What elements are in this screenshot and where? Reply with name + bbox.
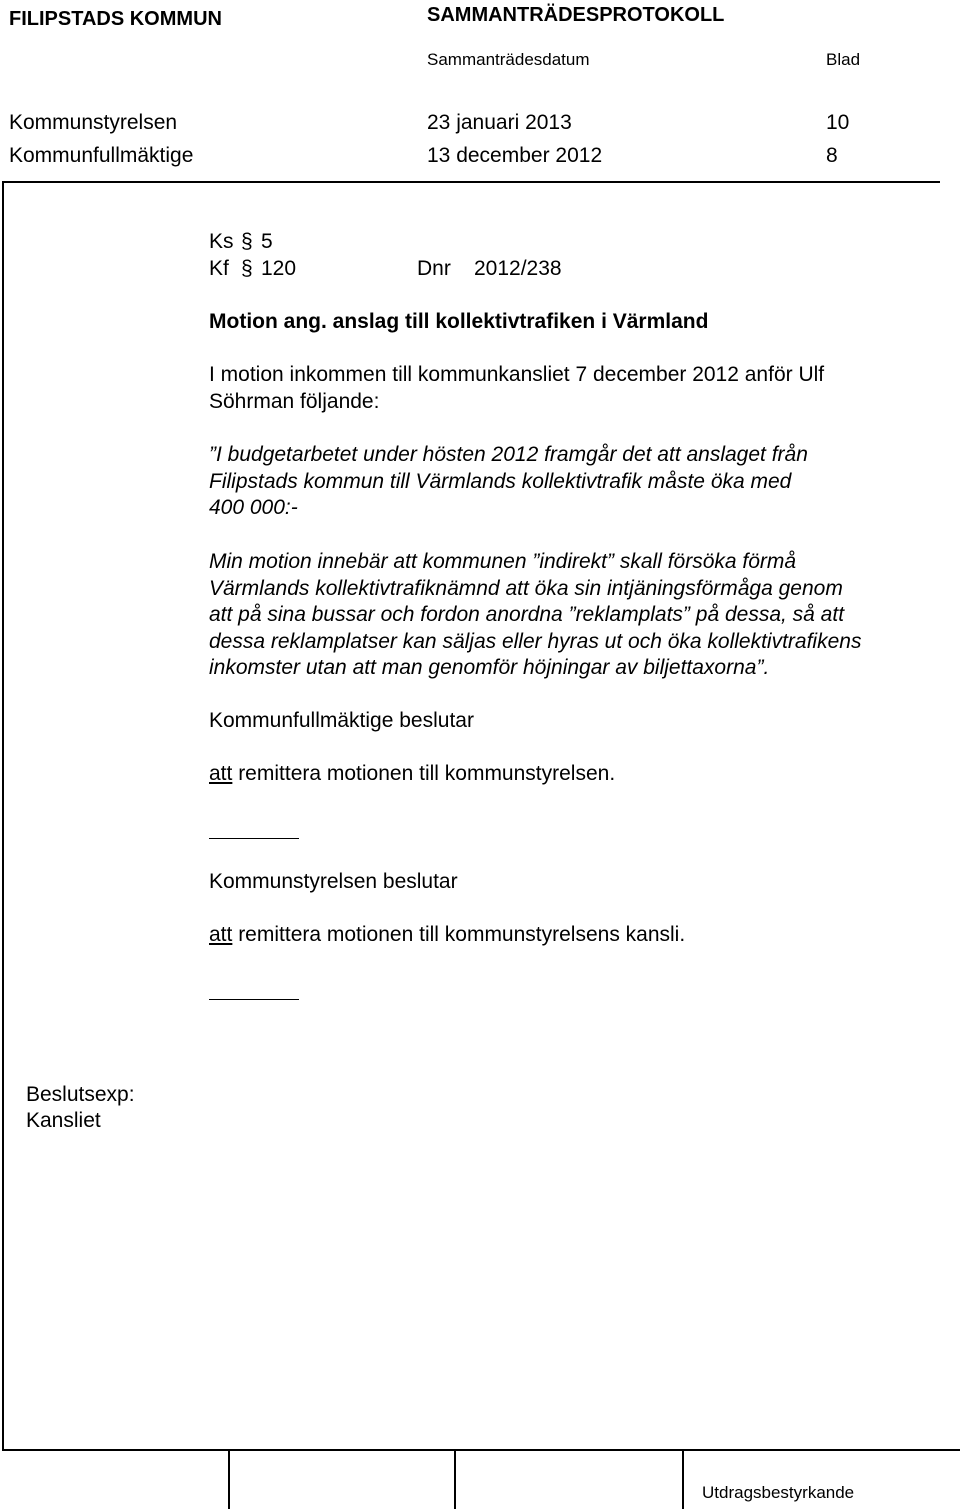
att-keyword: att <box>209 762 233 785</box>
section-title: Motion ang. anslag till kollektivtrafiken i Värmland <box>209 310 709 333</box>
kf-decision-heading: Kommunfullmäktige beslutar <box>209 709 474 732</box>
meeting-date-label: Sammanträdesdatum <box>427 50 590 69</box>
separator-line <box>209 999 299 1000</box>
att-keyword: att <box>209 923 233 946</box>
paragraph-line: Min motion innebär att kommunen ”indirekt” skall försöka förmå <box>209 550 797 573</box>
body-name: Kommunfullmäktige <box>9 144 194 167</box>
quote-paragraph-2 <box>209 549 861 682</box>
intro-paragraph <box>209 362 824 415</box>
signature-box-divider <box>228 1451 230 1509</box>
separator-line <box>209 838 299 839</box>
ks-decision <box>209 922 685 949</box>
page-number: 10 <box>826 111 850 134</box>
certification-label: Utdragsbestyrkande <box>702 1483 855 1502</box>
section-symbol: § <box>241 230 253 253</box>
paragraph-line: att på sina bussar och fordon anordna ”reklamplats” på dessa, så att <box>209 603 845 626</box>
section-symbol: § <box>241 257 253 280</box>
municipality-name: FILIPSTADS KOMMUN <box>9 8 222 30</box>
signature-box-divider <box>454 1451 456 1509</box>
kf-number: 120 <box>261 257 297 280</box>
beslutsexp-label: Beslutsexp: <box>26 1083 135 1106</box>
paragraph-line: Värmlands kollektivtrafiknämnd att öka sin intjäningsförmåga genom <box>209 576 843 600</box>
dnr-label: Dnr <box>417 257 451 280</box>
ks-number: 5 <box>261 230 273 253</box>
quote-paragraph-1 <box>209 442 808 522</box>
paragraph-line: dessa reklamplatser kan säljas eller hyras ut och öka kollektivtrafikens <box>209 629 862 653</box>
paragraph-line: Filipstads kommun till Värmlands kollektivtrafik måste öka med <box>209 469 792 493</box>
frame-left-line <box>2 181 4 1451</box>
dnr-value: 2012/238 <box>474 257 562 280</box>
frame-bottom-line <box>2 1449 960 1451</box>
page-number: 8 <box>826 144 838 167</box>
ks-decision-heading: Kommunstyrelsen beslutar <box>209 870 458 893</box>
kf-label: Kf <box>209 257 229 280</box>
document-type: SAMMANTRÄDESPROTOKOLL <box>427 4 725 26</box>
body-name: Kommunstyrelsen <box>9 111 178 134</box>
paragraph-line: ”I budgetarbetet under hösten 2012 framgår det att anslaget från <box>209 443 808 466</box>
kf-decision <box>209 761 615 788</box>
frame-top-line <box>2 181 940 183</box>
meeting-date: 23 januari 2013 <box>427 111 572 134</box>
page-label: Blad <box>826 50 861 69</box>
decision-text: remittera motionen till kommunstyrelsen. <box>232 762 616 785</box>
paragraph-line: Söhrman följande: <box>209 389 380 413</box>
paragraph-line: I motion inkommen till kommunkansliet 7 december 2012 anför Ulf <box>209 363 825 386</box>
paragraph-line: inkomster utan att man genomför höjningar av biljettaxorna”. <box>209 656 770 679</box>
paragraph-line: 400 000:- <box>209 496 298 519</box>
meeting-date: 13 december 2012 <box>427 144 603 167</box>
ks-label: Ks <box>209 230 234 253</box>
beslutsexp-value: Kansliet <box>26 1109 101 1132</box>
signature-box-divider <box>682 1451 684 1509</box>
decision-text: remittera motionen till kommunstyrelsens kansli. <box>232 923 686 946</box>
